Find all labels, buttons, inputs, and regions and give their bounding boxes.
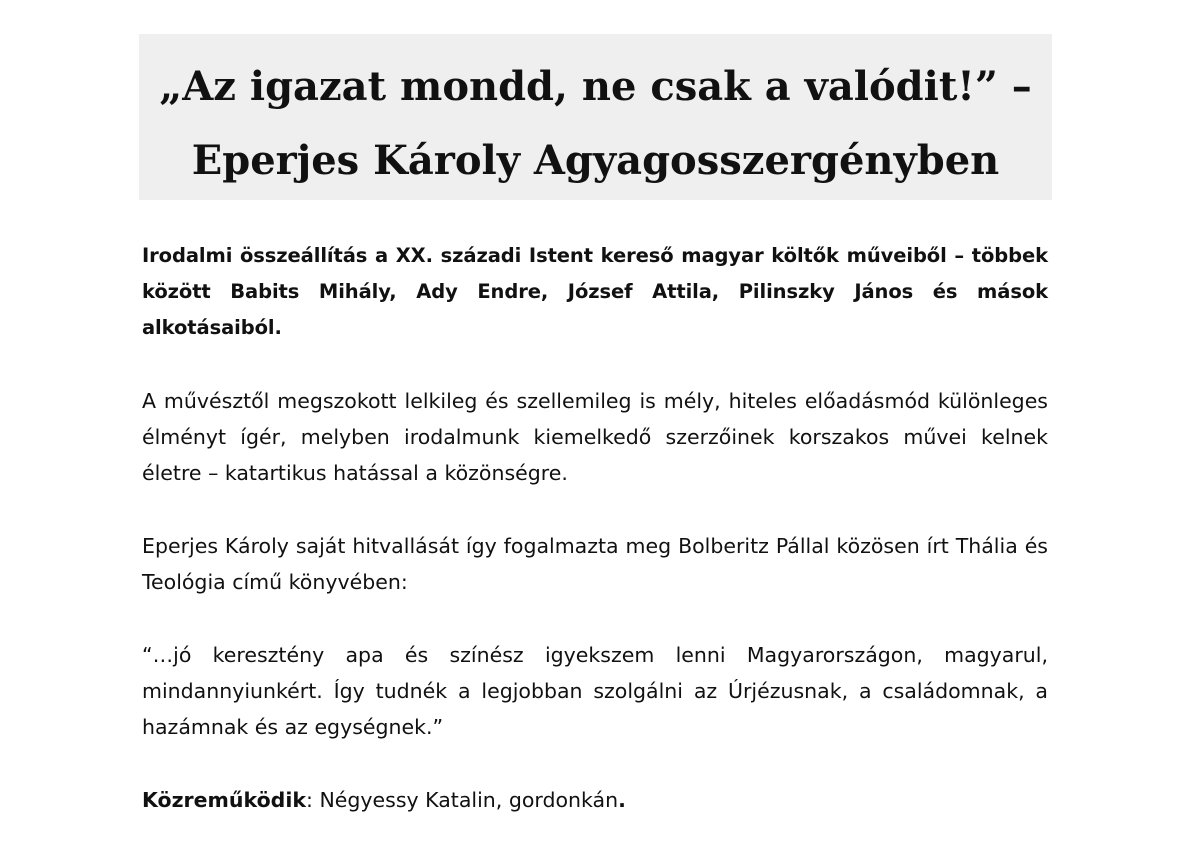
page-title-line-2: Eperjes Károly Agyagosszergényben: [191, 137, 1000, 184]
lead-paragraph: Irodalmi összeállítás a XX. századi Istent kereső magyar költők műveiből – többek között Babits Mihály, Ady Endre, József Attila, Pilinszky János és mások alkotásaiból.: [142, 244, 1048, 339]
credit-text: Négyessy Katalin, gordonkán: [312, 788, 619, 812]
paragraph-description: A művésztől megszokott lelkileg és szellemileg is mély, hiteles előadásmód különleges élményt ígér, melyben irodalmunk kiemelkedő szerzőinek korszakos művei kelnek életre – katartikus hatással a közönségre.: [142, 389, 1048, 485]
paragraph-quote: “…jó keresztény apa és színész igyekszem lenni Magyarországon, magyarul, mindannyiunkért. Így tudnék a legjobban szolgálni az Úrjézusnak, a családomnak, a hazámnak és az egységnek.”: [142, 643, 1048, 739]
title-box: [139, 34, 1052, 200]
credit-label: Közreműködik: [142, 788, 307, 812]
credit-separator: :: [306, 788, 313, 812]
page-title-line-1: „Az igazat mondd, ne csak a valódit!” –: [159, 63, 1032, 110]
credit-line: [142, 782, 1048, 818]
credit-end: .: [618, 788, 626, 812]
article-body: [142, 238, 1048, 818]
paragraph-confession-intro: Eperjes Károly saját hitvallását így fogalmazta meg Bolberitz Pállal közösen írt Thália és Teológia című könyvében:: [142, 534, 1048, 594]
